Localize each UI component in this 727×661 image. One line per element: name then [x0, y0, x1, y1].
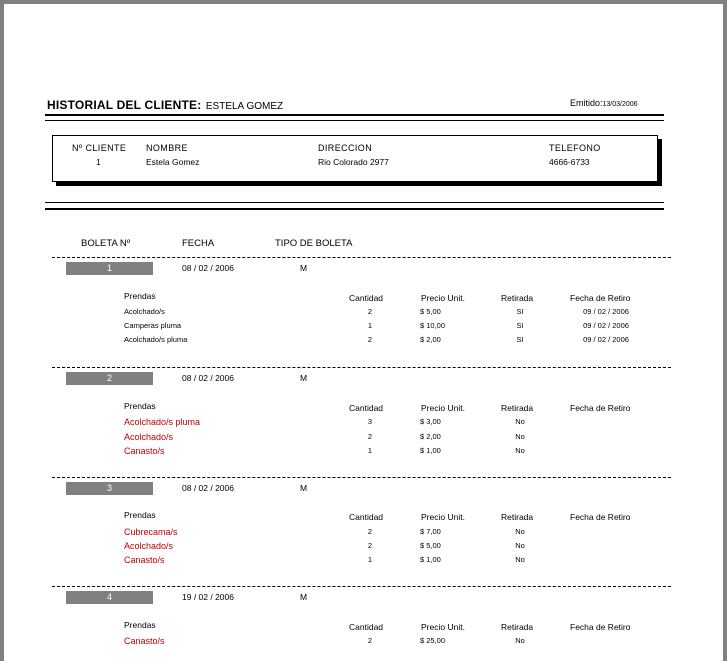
item-name: Acolchado/s — [124, 541, 174, 551]
item-qty: 3 — [367, 417, 373, 426]
report-client-name: ESTELA GOMEZ — [205, 101, 284, 112]
item-retirada: No — [515, 417, 525, 426]
items-header-cantidad: Cantidad — [349, 403, 384, 413]
item-retirada: No — [515, 541, 525, 550]
client-number: 1 — [96, 157, 101, 167]
item-price: $ 1,00 — [420, 446, 441, 455]
issued-info — [570, 93, 638, 111]
item-retirada: No — [515, 527, 525, 536]
item-fecha-retiro: 09 / 02 / 2006 — [583, 321, 629, 330]
items-header-fecha-retiro: Fecha de Retiro — [570, 293, 631, 303]
item-name: Acolchado/s — [124, 307, 165, 316]
item-fecha-retiro: 09 / 02 / 2006 — [583, 307, 629, 316]
boleta-date-header: FECHA — [182, 238, 215, 249]
client-name: Estela Gomez — [146, 157, 200, 167]
item-retirada: SI — [516, 321, 524, 330]
issued-label: Emitido: — [570, 98, 603, 108]
item-retirada: No — [515, 555, 525, 564]
items-header-prendas: Prendas — [124, 401, 156, 411]
client-phone: 4666-6733 — [549, 157, 590, 167]
boleta-date: 08 / 02 / 2006 — [182, 483, 234, 493]
items-header-fecha-retiro: Fecha de Retiro — [570, 403, 631, 413]
item-name: Acolchado/s pluma — [124, 417, 201, 427]
boleta-type: M — [300, 263, 308, 273]
boleta-type: M — [300, 592, 308, 602]
item-name: Camperas pluma — [124, 321, 182, 330]
items-header-cantidad: Cantidad — [349, 512, 384, 522]
item-retirada: No — [515, 432, 525, 441]
boleta-date: 08 / 02 / 2006 — [182, 263, 234, 273]
section-divider — [52, 586, 671, 587]
item-qty: 2 — [367, 307, 373, 316]
item-name: Canasto/s — [124, 636, 165, 646]
item-qty: 1 — [367, 321, 373, 330]
item-retirada: SI — [516, 335, 524, 344]
items-header-precio: Precio Unit. — [421, 293, 465, 303]
client-number-header: Nº CLIENTE — [72, 143, 127, 153]
items-header-precio: Precio Unit. — [421, 512, 465, 522]
item-qty: 2 — [367, 335, 373, 344]
boleta-number-badge: 3 — [66, 482, 153, 495]
items-header-prendas: Prendas — [124, 291, 156, 301]
item-price: $ 25,00 — [420, 636, 446, 645]
boleta-number-badge: 1 — [66, 262, 153, 275]
client-name-header: NOMBRE — [146, 143, 188, 153]
items-header-prendas: Prendas — [124, 620, 156, 630]
item-retirada: SI — [516, 307, 524, 316]
items-header-fecha-retiro: Fecha de Retiro — [570, 622, 631, 632]
items-header-cantidad: Cantidad — [349, 293, 384, 303]
items-header-retirada: Retirada — [501, 403, 534, 413]
items-header-precio: Precio Unit. — [421, 403, 465, 413]
title-rule-bottom — [45, 120, 664, 121]
title-rule-top — [45, 114, 664, 116]
item-price: $ 2,00 — [420, 335, 441, 344]
item-price: $ 1,00 — [420, 555, 441, 564]
issued-date: 13/03/2006 — [602, 101, 638, 108]
boleta-date: 19 / 02 / 2006 — [182, 592, 234, 602]
report-title: HISTORIAL DEL CLIENTE: ESTELA GOMEZ — [47, 98, 284, 112]
item-price: $ 3,00 — [420, 417, 441, 426]
item-qty: 1 — [367, 555, 373, 564]
client-address: Rio Colorado 2977 — [318, 157, 389, 167]
item-price: $ 7,00 — [420, 527, 441, 536]
item-qty: 2 — [367, 636, 373, 645]
client-phone-header: TELEFONO — [549, 143, 601, 153]
client-rule-top — [45, 202, 664, 203]
boleta-number-badge: 4 — [66, 591, 153, 604]
item-retirada: No — [515, 446, 525, 455]
item-name: Canasto/s — [124, 446, 165, 456]
boleta-type: M — [300, 483, 308, 493]
item-retirada: No — [515, 636, 525, 645]
item-fecha-retiro: 09 / 02 / 2006 — [583, 335, 629, 344]
item-price: $ 5,00 — [420, 541, 441, 550]
item-price: $ 5,00 — [420, 307, 441, 316]
item-name: Acolchado/s — [124, 432, 174, 442]
items-header-cantidad: Cantidad — [349, 622, 384, 632]
item-qty: 1 — [367, 446, 373, 455]
item-qty: 2 — [367, 527, 373, 536]
client-address-header: DIRECCION — [318, 143, 373, 153]
item-price: $ 10,00 — [420, 321, 446, 330]
client-info-box — [52, 135, 658, 182]
boleta-date: 08 / 02 / 2006 — [182, 373, 234, 383]
items-header-prendas: Prendas — [124, 510, 156, 520]
boleta-type: M — [300, 373, 308, 383]
section-divider — [52, 257, 671, 258]
item-qty: 2 — [367, 541, 373, 550]
boleta-type-header: TIPO DE BOLETA — [275, 238, 353, 249]
boleta-number-badge: 2 — [66, 372, 153, 385]
section-divider — [52, 477, 671, 478]
items-header-precio: Precio Unit. — [421, 622, 465, 632]
client-rule-bottom — [45, 208, 664, 210]
report-page — [4, 4, 723, 661]
items-header-retirada: Retirada — [501, 512, 534, 522]
item-price: $ 2,00 — [420, 432, 441, 441]
items-header-fecha-retiro: Fecha de Retiro — [570, 512, 631, 522]
item-qty: 2 — [367, 432, 373, 441]
section-divider — [52, 367, 671, 368]
items-header-retirada: Retirada — [501, 622, 534, 632]
items-header-retirada: Retirada — [501, 293, 534, 303]
boleta-number-header: BOLETA Nº — [81, 238, 131, 249]
item-name: Cubrecama/s — [124, 527, 178, 537]
item-name: Canasto/s — [124, 555, 165, 565]
item-name: Acolchado/s pluma — [124, 335, 188, 344]
